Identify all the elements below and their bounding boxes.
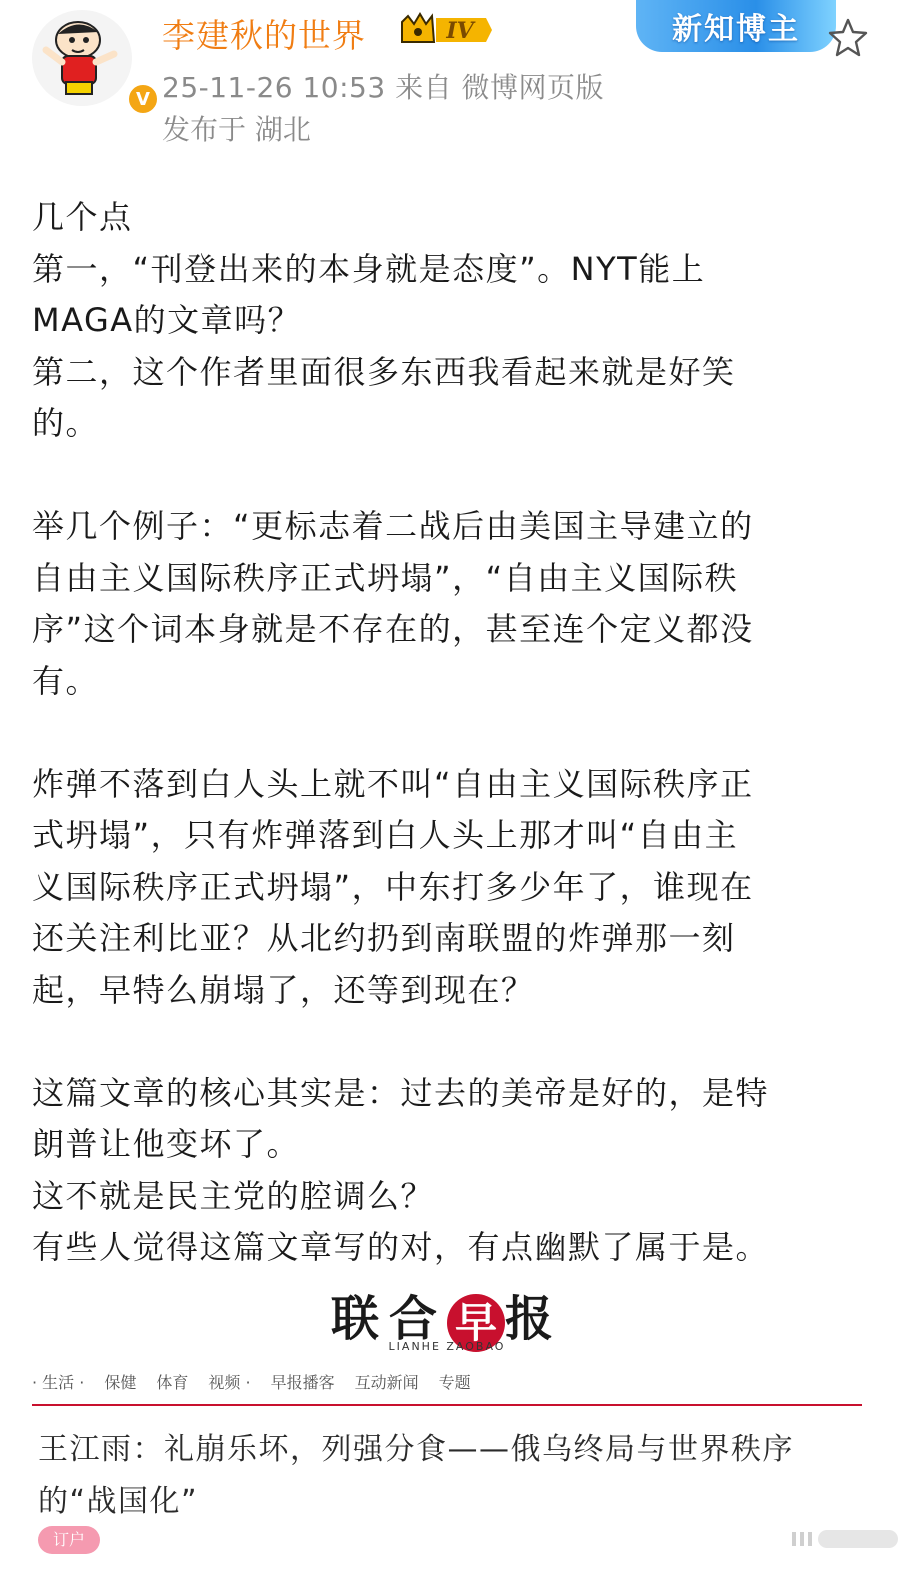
post-line: 有。 <box>32 661 100 700</box>
article-card[interactable] <box>32 1272 862 1572</box>
article-title-line: 王江雨：礼崩乐坏，列强分食——俄乌终局与世界秩序 <box>38 1432 794 1467</box>
newspaper-logo <box>32 1272 862 1364</box>
post-line: 还关注利比亚？从北约扔到南联盟的炸弹那一刻 <box>32 919 736 957</box>
post-line: 有些人觉得这篇文章写的对，有点幽默了属于是。 <box>32 1228 770 1266</box>
nav-item[interactable]: · 生活 · <box>32 1373 85 1392</box>
watermark-icon <box>792 1524 902 1554</box>
username[interactable]: 李建秋的世界 <box>162 16 366 55</box>
post-line: 自由主义国际秩序正式坍塌”，“自由主义国际秩 <box>32 558 739 597</box>
favorite-star-icon[interactable] <box>826 16 870 60</box>
nav-item[interactable]: 保健 <box>104 1373 137 1392</box>
post-line: 序”这个词本身就是不存在的，甚至连个定义都没 <box>32 610 754 648</box>
newspaper-nav <box>32 1368 862 1406</box>
post-line: MAGA的文章吗？ <box>32 301 302 339</box>
post-line: 义国际秩序正式坍塌”，中东打多少年了，谁现在 <box>32 867 754 906</box>
level-badge-text: IV <box>446 18 474 44</box>
logo-text-right: 报 <box>505 1291 564 1347</box>
post-line: 第一，“刊登出来的本身就是态度”。NYT能上 <box>32 249 706 288</box>
post-line: 这篇文章的核心其实是：过去的美帝是好的，是特 <box>32 1073 770 1112</box>
post-location: 发布于 湖北 <box>162 113 311 146</box>
post-body <box>32 192 882 1274</box>
nav-item[interactable]: 视频 · <box>208 1373 251 1392</box>
cartoon-avatar-icon <box>32 10 132 106</box>
nav-item[interactable]: 早报播客 <box>270 1373 335 1392</box>
user-avatar[interactable] <box>32 10 150 110</box>
post-line: 炸弹不落到白人头上就不叫“自由主义国际秩序正 <box>32 764 754 803</box>
post-header <box>0 0 918 170</box>
paragraph-gap <box>32 450 882 502</box>
logo-text-left: 联合 <box>330 1291 447 1347</box>
verified-badge: V <box>126 82 160 116</box>
post-line: 朗普让他变坏了。 <box>32 1125 301 1163</box>
logo-red-circle: 早 <box>447 1294 505 1352</box>
post-line: 这不就是民主党的腔调么？ <box>32 1176 435 1215</box>
paragraph-gap <box>32 707 882 759</box>
subscriber-badge: 订户 <box>38 1526 100 1554</box>
nav-item[interactable]: 互动新闻 <box>354 1373 419 1392</box>
nav-item[interactable]: 体育 <box>156 1373 189 1392</box>
paragraph-gap <box>32 1016 882 1068</box>
post-line: 的。 <box>32 404 100 442</box>
nav-item[interactable]: 专题 <box>438 1373 471 1392</box>
post-line: 几个点 <box>32 198 133 236</box>
post-line: 起，早特么崩塌了，还等到现在？ <box>32 970 535 1009</box>
article-title[interactable] <box>38 1424 858 1528</box>
post-line: 式坍塌”，只有炸弹落到白人头上那才叫“自由主 <box>32 816 739 854</box>
article-title-line: 的“战国化” <box>38 1484 199 1519</box>
post-line: 举几个例子：“更标志着二战后由美国主导建立的 <box>32 507 754 545</box>
post-meta: 25-11-26 10:53 来自 微博网页版 <box>162 71 604 104</box>
level-crown-badge <box>398 12 494 48</box>
logo-english: LIANHE ZAOBAO <box>388 1340 506 1353</box>
post-line: 第二，这个作者里面很多东西我看起来就是好笑 <box>32 352 736 391</box>
blogger-badge: 新知博主 <box>636 0 836 52</box>
